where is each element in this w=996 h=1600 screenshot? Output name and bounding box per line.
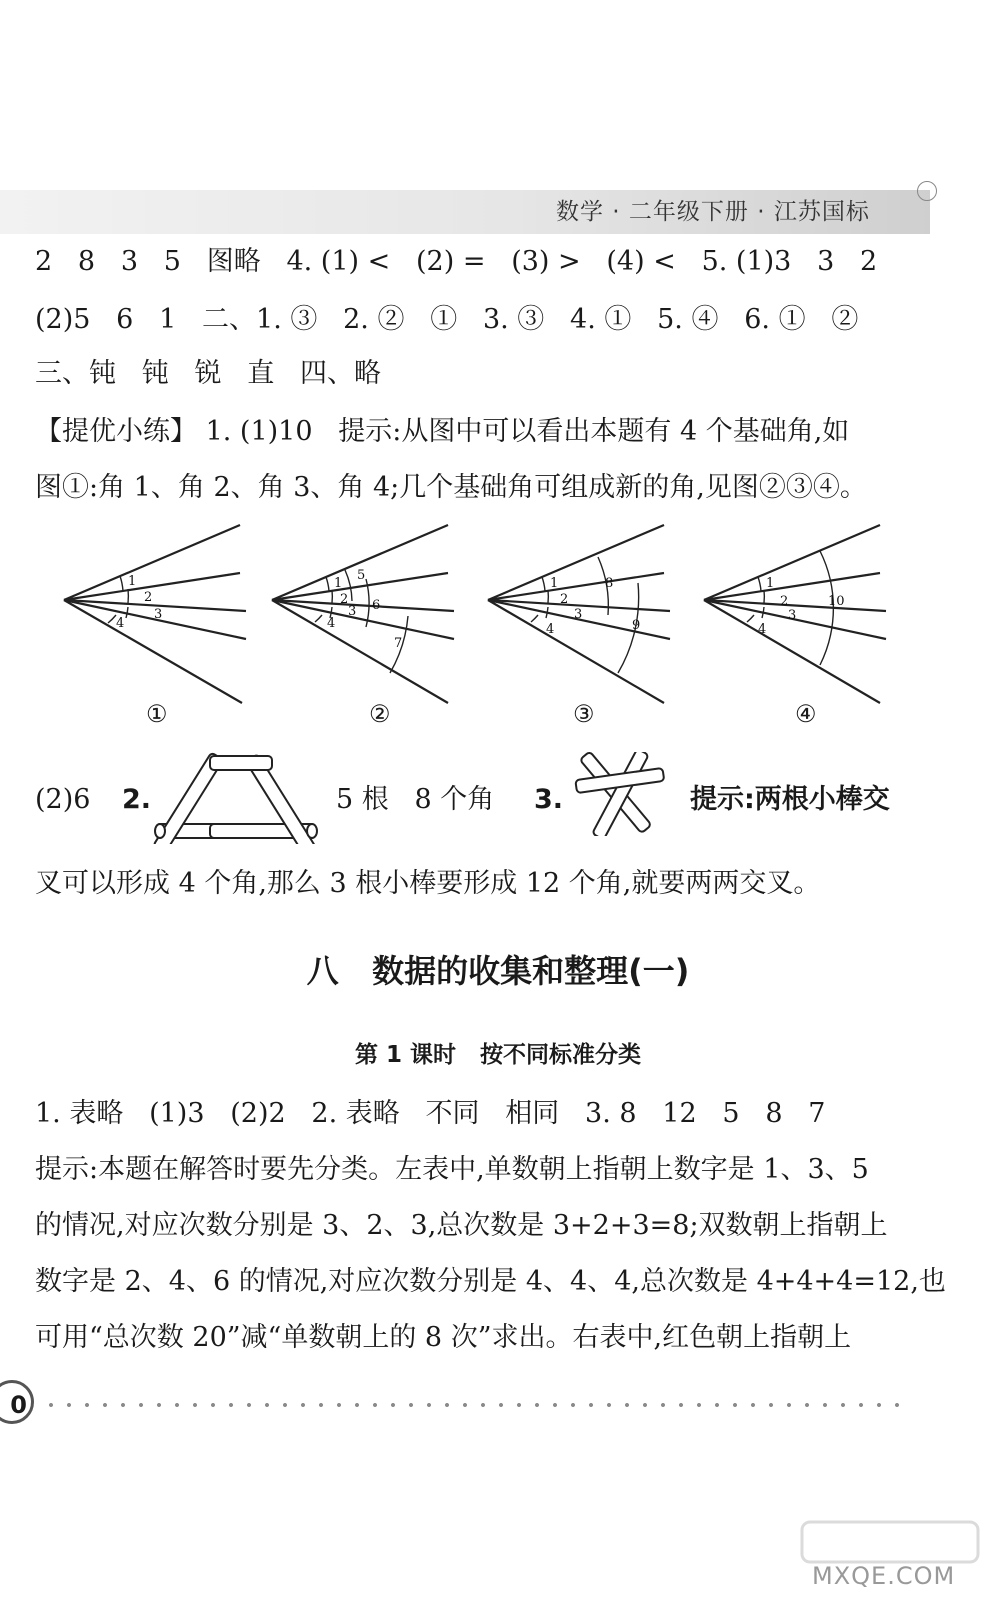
- crossed-sticks-icon: [568, 752, 668, 836]
- fig1-label-2: 2: [144, 590, 153, 605]
- body-line-4: 数字是 2、4、6 的情况,对应次数分别是 4、4、4,总次数是 4+4+4=12,也: [35, 1266, 946, 1297]
- figure-label-3: ③: [573, 700, 595, 728]
- figure-label-4: ④: [795, 700, 817, 728]
- line6-part-b: 2.: [122, 784, 152, 815]
- fig3-label-8: 8: [605, 576, 614, 591]
- answer-line-2: (2)5 6 1 二、1. ③ 2. ② ① 3. ③ 4. ① 5. ④ 6. ① ②: [35, 304, 859, 335]
- triangle-sticks-icon: [150, 752, 320, 844]
- lesson-title: 第 1 课时 按不同标准分类: [354, 1042, 642, 1068]
- figure-label-2: ②: [369, 700, 391, 728]
- fig4-label-3: 3: [788, 608, 797, 623]
- body-line-2: 提示:本题在解答时要先分类。左表中,单数朝上指朝上数字是 1、3、5: [35, 1154, 869, 1185]
- answer-line-1: 2 8 3 5 图略 4. (1) < (2) = (3) > (4) < 5. (1)3 3 2: [35, 246, 878, 277]
- fig3-label-1: 1: [550, 576, 559, 591]
- fig2-label-4: 4: [327, 616, 336, 631]
- line6-part-e: 提示:两根小棒交: [690, 784, 890, 815]
- fig3-label-4: 4: [546, 622, 555, 637]
- fig3-label-2: 2: [560, 592, 569, 607]
- header-title: 数学 · 二年级下册 · 江苏国标: [556, 199, 870, 225]
- fig4-label-2: 2: [780, 594, 789, 609]
- figure-label-1: ①: [146, 700, 168, 728]
- answer-line-7: 叉可以形成 4 个角,那么 3 根小棒要形成 12 个角,就要两两交叉。: [35, 868, 821, 899]
- angle-figures: [50, 515, 930, 719]
- angle-figures-svg: [50, 515, 930, 715]
- page-number: 0: [0, 1380, 34, 1424]
- line6-part-d: 3.: [534, 784, 564, 815]
- fig4-label-1: 1: [766, 576, 775, 591]
- watermark-text: MXQE.COM: [812, 1562, 956, 1590]
- fig3-label-3: 3: [574, 607, 583, 622]
- line6-part-a: (2)6: [35, 784, 91, 815]
- answer-line-4: 【提优小练】 1. (1)10 提示:从图中可以看出本题有 4 个基础角,如: [35, 416, 850, 447]
- answer-line-5: 图①:角 1、角 2、角 3、角 4;几个基础角可组成新的角,见图②③④。: [35, 472, 867, 503]
- fig2-label-3: 3: [348, 604, 357, 619]
- angle-figure-2: [272, 525, 454, 703]
- fig2-label-2: 2: [340, 592, 349, 607]
- fig2-label-6: 6: [372, 598, 381, 613]
- fig4-label-4: 4: [758, 622, 767, 637]
- body-line-5: 可用“总次数 20”减“单数朝上的 8 次”求出。右表中,红色朝上指朝上: [35, 1322, 852, 1353]
- fig1-label-1: 1: [128, 574, 137, 589]
- fig2-label-5: 5: [357, 568, 366, 583]
- fig1-label-4: 4: [116, 616, 125, 631]
- fig2-label-7: 7: [394, 636, 403, 651]
- header-ring-icon: [917, 181, 937, 201]
- line6-part-c: 5 根 8 个角: [336, 784, 495, 815]
- fig4-label-10: 10: [828, 594, 845, 609]
- section-title: 八 数据的收集和整理(一): [306, 952, 690, 990]
- footer-dotted-rule: [42, 1403, 912, 1407]
- body-line-1: 1. 表略 (1)3 (2)2 2. 表略 不同 相同 3. 8 12 5 8 7: [35, 1098, 826, 1129]
- fig2-label-1: 1: [334, 576, 343, 591]
- fig3-label-9: 9: [632, 618, 641, 633]
- body-line-3: 的情况,对应次数分别是 3、2、3,总次数是 3+2+3=8;双数朝上指朝上: [35, 1210, 888, 1241]
- answer-line-3: 三、钝 钝 锐 直 四、略: [35, 358, 381, 389]
- fig1-label-3: 3: [154, 607, 163, 622]
